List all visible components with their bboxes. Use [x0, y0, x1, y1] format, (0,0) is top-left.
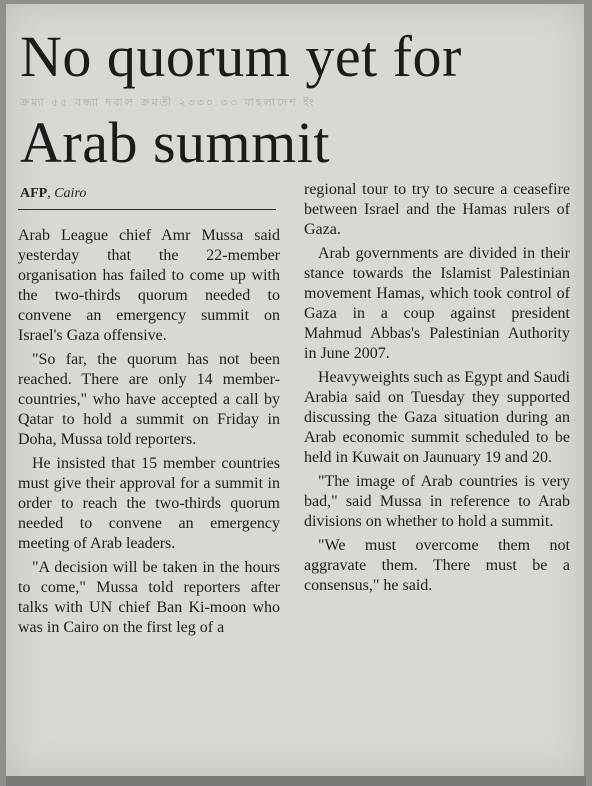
- paragraph: "A decision will be taken in the hours to come," Mussa told reporters after talks with UN chief Ban Ki-moon who was in Cairo on the first leg of a: [18, 559, 280, 636]
- bleed-through-text: ক্রম্যা ৫৫ বন্ধ্যা দরাল ক্রমতী ২৩৩০ ৩৩ বাহলাদেশ ইং: [20, 96, 316, 108]
- headline: No quorum yet for Arab summit: [20, 24, 462, 175]
- paragraph: "The image of Arab countries is very bad," said Mussa in reference to Arab divisions on whether to hold a summit.: [304, 473, 570, 530]
- paragraph: regional tour to try to secure a ceasefire between Israel and the Hamas rulers of Gaza.: [304, 181, 570, 238]
- article-column-2: [304, 180, 570, 600]
- byline-separator: ,: [47, 186, 55, 201]
- paragraph: Arab League chief Amr Mussa said yesterday that the 22-member organisation has failed to come up with the two-thirds quorum needed to convene an emergency summit on Israel's Gaza offensive.: [18, 227, 280, 344]
- page-edge: [6, 776, 586, 786]
- byline: [20, 186, 278, 202]
- byline-rule: [18, 209, 276, 210]
- byline-agency: AFP: [20, 186, 48, 201]
- paragraph: Arab governments are divided in their stance towards the Islamist Palestinian movement Hamas, which took control of Gaza in a coup against president Mahmud Abbas's Palestinian Authority in June 2007.: [304, 245, 570, 362]
- paragraph: "So far, the quorum has not been reached. There are only 14 member-countries," who have accepted a call by Qatar to hold a summit on Friday in Doha, Mussa told reporters.: [18, 351, 280, 448]
- byline-city: Cairo: [54, 186, 87, 201]
- article-column-1: [18, 226, 280, 642]
- paragraph: Heavyweights such as Egypt and Saudi Arabia said on Tuesday they supported discussing the Gaza situation during an Arab economic summit scheduled to be held in Kuwait on Jaunuary 19 and 20.: [304, 369, 570, 466]
- paragraph: He insisted that 15 member countries must give their approval for a summit in order to reach the two-thirds quorum needed to convene an emergency meeting of Arab leaders.: [18, 455, 280, 552]
- paragraph: "We must overcome them not aggravate them. There must be a consensus," he said.: [304, 537, 570, 594]
